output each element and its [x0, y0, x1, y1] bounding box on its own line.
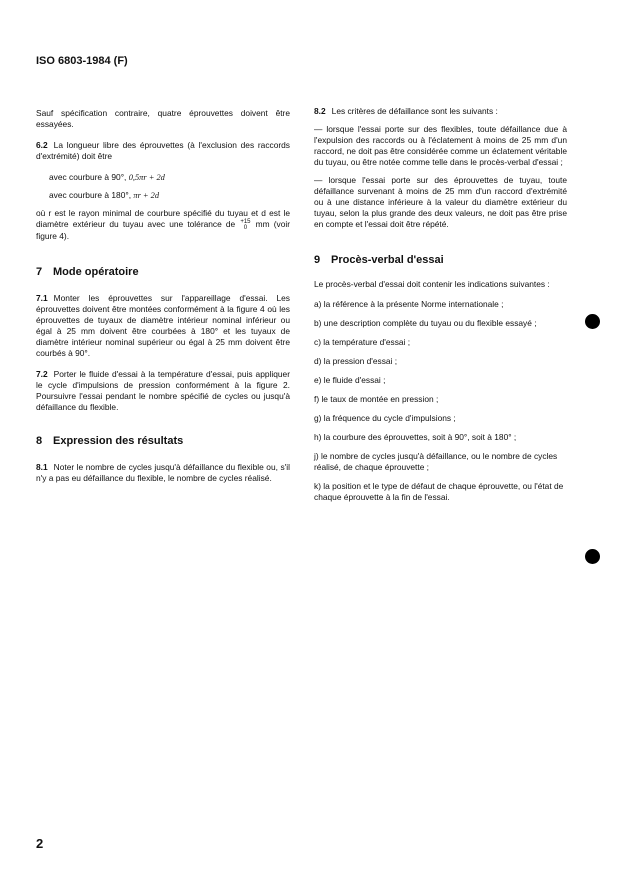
- tolerance-value: [240, 219, 250, 231]
- clause-text: Porter le fluide d'essai à la température d'essai, puis appliquer le cycle d'impulsions de pression conformément à la figure 2. Poursuivre l'essai pendant le nombre spécifié de cycles ou jusqu'à défaillance du flexible.: [36, 369, 290, 412]
- clause-number: 6.2: [36, 140, 48, 150]
- note-text-end: mm (voir figure 4).: [36, 219, 291, 241]
- report-item: f) le taux de montée en pression ;: [314, 394, 439, 404]
- clause-number: 7.1: [36, 293, 48, 303]
- clause-7-2: [36, 369, 290, 413]
- clause-text: Les critères de défaillance sont les suivants :: [331, 106, 498, 116]
- section-8-heading: [36, 435, 290, 448]
- clause-text: La longueur libre des éprouvettes (à l'exclusion des raccords d'extrémité) doit être: [36, 140, 290, 161]
- formula-label: avec courbure à 180°,: [49, 190, 132, 200]
- section-title: Expression des résultats: [53, 435, 184, 447]
- clause-number: 8.2: [314, 106, 326, 116]
- criterion-flexibles: — lorsque l'essai porte sur des flexibles, toute défaillance due à l'expulsion des raccords ou à l'éclatement à moins de 25 mm d'un raccord, ne doit pas être considérée comme un éclatement véritable du tuyau, ou être notée comme telle dans le procès-verbal d'essai ;: [314, 124, 567, 167]
- left-column: [36, 108, 290, 484]
- formula-180: [49, 190, 290, 201]
- clause-8-1: [36, 462, 290, 484]
- report-item: g) la fréquence du cycle d'impulsions ;: [314, 413, 456, 423]
- section-9-heading: [314, 254, 567, 267]
- tolerance-upper: +15: [240, 219, 251, 225]
- section-number: 8: [36, 435, 43, 447]
- tolerance-note: [36, 208, 290, 242]
- section-title: Procès-verbal d'essai: [331, 254, 444, 266]
- clause-text: Noter le nombre de cycles jusqu'à défaillance du flexible ou, s'il n'y a pas eu défaillance du flexible, le nombre de cycles réalisé.: [36, 462, 290, 483]
- punch-hole-mark: [585, 314, 600, 329]
- clause-text: Monter les éprouvettes sur l'appareillage d'essai. Les éprouvettes doivent être montées conformément à la figure 4 où les éprouvettes de tuyaux de diamètre intérieur nominal inférieur ou égal à 25 mm doivent être courbées à 180° et les tuyaux de diamètre intérieur nominal supérieur ou égal à 25 mm doivent être courbés à 90°.: [36, 293, 290, 358]
- clause-7-1: [36, 293, 290, 359]
- clause-number: 7.2: [36, 369, 48, 379]
- note-text: où r est le rayon minimal de courbure spécifié du tuyau et d est le diamètre extérieur du tuyau avec une tolérance de: [36, 208, 290, 230]
- report-intro: Le procès-verbal d'essai doit contenir les indications suivantes :: [314, 279, 550, 289]
- report-item: j) le nombre de cycles jusqu'à défaillance, ou le nombre de cycles réalisé, de chaque éprouvette ;: [314, 451, 558, 472]
- section-7-heading: [36, 266, 290, 279]
- report-item: c) la température d'essai ;: [314, 337, 411, 347]
- report-item: d) la pression d'essai ;: [314, 356, 398, 366]
- formula-label: avec courbure à 90°,: [49, 172, 127, 182]
- page-number: 2: [36, 836, 44, 851]
- section-number: 9: [314, 254, 321, 266]
- section-number: 7: [36, 266, 43, 278]
- formula-expression: πr + 2d: [133, 191, 160, 200]
- intro-paragraph: Sauf spécification contraire, quatre éprouvettes doivent être essayées.: [36, 108, 290, 129]
- criterion-tubes: — lorsque l'essai porte sur des éprouvettes de tuyau, toute défaillance survenant à moins de 25 mm d'un raccord d'extrémité ou à une distance inférieure à la valeur du diamètre extérieur du tuyau, selon la plus grande des deux valeurs, ne doit pas être prise en compte et l'essai doit être répété.: [314, 175, 567, 229]
- clause-8-2: [314, 106, 567, 117]
- clause-number: 8.1: [36, 462, 48, 472]
- report-item: e) le fluide d'essai ;: [314, 375, 386, 385]
- tolerance-lower: 0: [243, 225, 248, 231]
- report-item: k) la position et le type de défaut de chaque éprouvette, ou l'état de chaque éprouvette à la fin de l'essai.: [314, 481, 564, 502]
- report-item: a) la référence à la présente Norme internationale ;: [314, 299, 504, 309]
- document-id-header: ISO 6803-1984 (F): [36, 55, 128, 67]
- formula-expression: 0,5πr + 2d: [128, 173, 165, 182]
- section-title: Mode opératoire: [53, 266, 139, 278]
- report-item: h) la courbure des éprouvettes, soit à 90°, soit à 180° ;: [314, 432, 517, 442]
- right-column: [314, 106, 567, 503]
- report-item: b) une description complète du tuyau ou du flexible essayé ;: [314, 318, 537, 328]
- punch-hole-mark: [585, 549, 600, 564]
- formula-90: [49, 172, 290, 183]
- clause-6-2: [36, 140, 290, 162]
